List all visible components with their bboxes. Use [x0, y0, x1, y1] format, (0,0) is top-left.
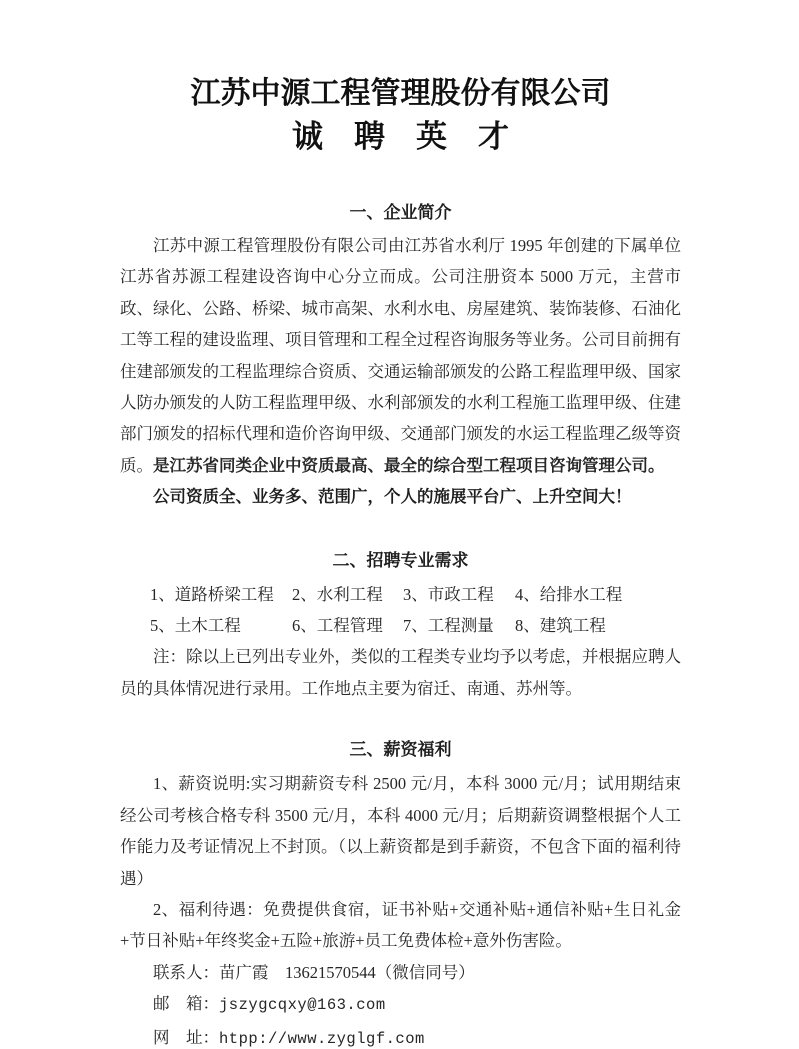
contact-email-label: 邮 箱： [153, 994, 219, 1014]
major-item-1: 1、道路桥梁工程 [150, 584, 274, 604]
major-item-8: 8、建筑工程 [515, 616, 606, 636]
document-content [120, 0, 681, 1049]
contact-email-value: jszygcqxy@163.com [219, 996, 386, 1015]
section-heading-majors: 二、招聘专业需求 [332, 550, 469, 570]
company-name-title: 江苏中源工程管理股份有限公司 [190, 77, 611, 110]
contact-website-value: htpp://www.zyglgf.com [219, 1029, 425, 1048]
major-item-2: 2、水利工程 [292, 584, 383, 604]
major-item-5: 5、土木工程 [150, 616, 241, 636]
company-slogan: 公司资质全、业务多、范围广，个人的施展平台广、上升空间大！ [153, 487, 632, 507]
company-intro-text: 江苏中源工程管理股份有限公司由江苏省水利厅 1995 年创建的下属单位江苏省苏源工程建设咨询中心分立而成。公司注册资本 5000 万元，主营市政、绿化、公路、桥梁、城市高架、水利水电、房屋建筑、装饰装修、石油化工等工程的建设监理、项目管理和工程全过程咨询服务等业务。公司目前拥有住建部颁发的工程监理综合资质、交通运输部颁发的公路工程监理甲级、国家人防办颁发的人防工程监理甲级、水利部颁发的水利工程施工监理甲级、住建部门颁发的招标代理和造价咨询甲级、交通部门颁发的水运工程监理乙级等资质。 [120, 236, 681, 475]
section-heading-salary-welfare: 三、薪资福利 [349, 740, 452, 760]
majors-list [150, 579, 681, 642]
majors-note-paragraph: 注：除以上已列出专业外，类似的工程类专业均予以考虑，并根据应聘人员的具体情况进行录用。工作地点主要为宿迁、南通、苏州等。 [120, 647, 681, 698]
contact-person-line [153, 957, 681, 988]
recruiting-banner: 诚 聘 英 才 [292, 119, 509, 154]
section-heading-company-intro: 一、企业简介 [349, 203, 452, 222]
major-item-4: 4、给排水工程 [515, 584, 623, 604]
contact-person-label: 联系人： [153, 962, 219, 982]
company-intro-highlight: 是江苏省同类企业中资质最高、最全的综合型工程项目咨询管理公司。 [153, 455, 665, 475]
major-item-6: 6、工程管理 [292, 616, 383, 636]
salary-description-paragraph: 1、薪资说明:实习期薪资专科 2500 元/月，本科 3000 元/月；试用期结束经公司考核合格专科 3500 元/月，本科 4000 元/月；后期薪资调整根据个人工作能力及考证情况上不封顶。（以上薪资都是到手薪资，不包含下面的福利待遇） [120, 774, 681, 888]
contact-website-label: 网 址： [153, 1027, 219, 1047]
contact-email-line [153, 988, 681, 1021]
contact-person-value: 苗广霞 13621570544（微信同号） [219, 962, 475, 982]
welfare-description-paragraph: 2、福利待遇：免费提供食宿，证书补贴+交通补贴+通信补贴+生日礼金+节日补贴+年终奖金+五险+旅游+员工免费体检+意外伤害险。 [120, 899, 681, 951]
company-intro-paragraph [120, 230, 681, 481]
major-item-3: 3、市政工程 [403, 584, 494, 604]
major-item-7: 7、工程测量 [403, 616, 494, 636]
contact-website-line [153, 1022, 681, 1049]
